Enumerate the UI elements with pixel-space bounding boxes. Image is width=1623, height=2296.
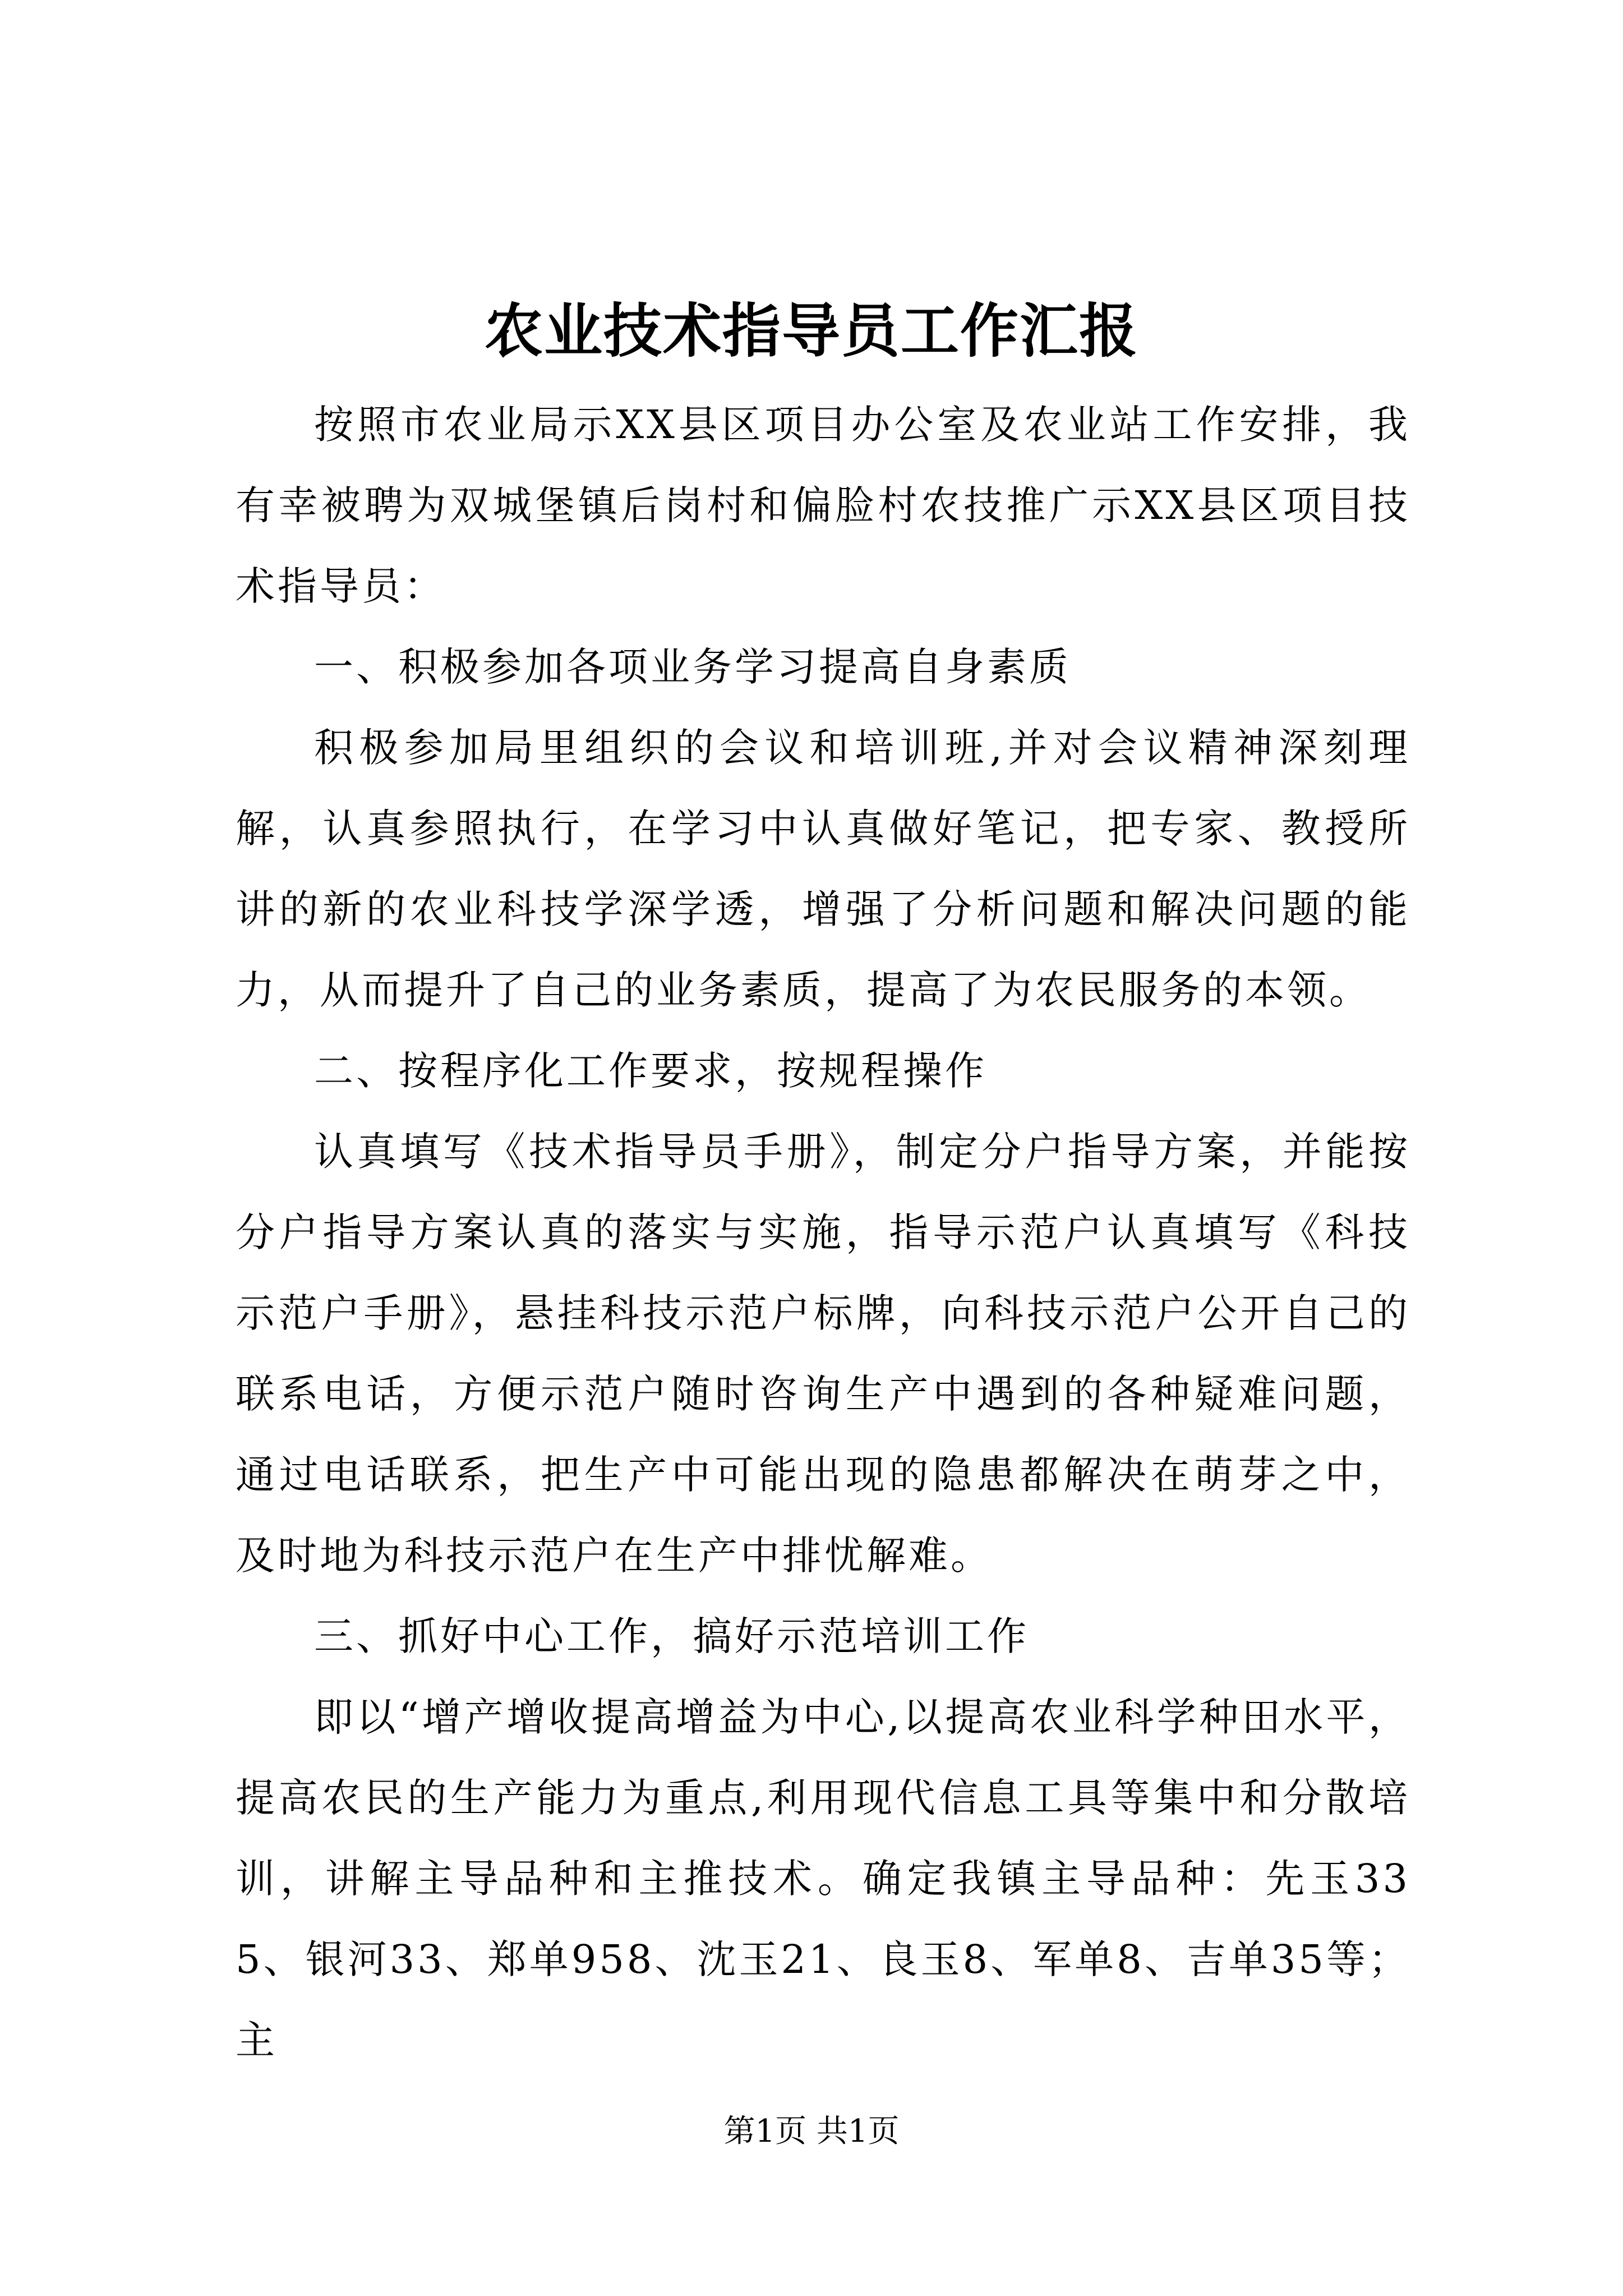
section-1-paragraph: 积极参加局里组织的会议和培训班,并对会议精神深刻理解，认真参照执行，在学习中认真做好笔记，把专家、教授所讲的新的农业科技学深学透，增强了分析问题和解决问题的能力，从而提升了自己的业务素质，提高了为农民服务的本领。 xyxy=(236,725,1410,1013)
page-number: 第1页 共1页 xyxy=(723,2113,900,2150)
document-body xyxy=(236,384,1410,2081)
section-heading-2: 二、按程序化工作要求，按规程操作 xyxy=(314,1048,987,1094)
section-heading-3: 三、抓好中心工作，搞好示范培训工作 xyxy=(314,1613,1029,1659)
document-title: 农业技术指导员工作汇报 xyxy=(484,296,1138,365)
intro-paragraph: 按照市农业局示XX县区项目办公室及农业站工作安排，我有幸被聘为双城堡镇后岗村和偏脸村农技推广示XX县区项目技术指导员： xyxy=(236,402,1410,609)
section-heading-1: 一、积极参加各项业务学习提高自身素质 xyxy=(314,644,1071,690)
section-3-paragraph: 即以“增产增收提高增益为中心,以提高农业科学种田水平，提高农民的生产能力为重点,利用现代信息工具等集中和分散培训，讲解主导品种和主推技术。确定我镇主导品种：先玉335、银河33、郑单958、沈玉21、良玉8、军单8、吉单35等；主 xyxy=(236,1694,1410,2063)
section-2-paragraph: 认真填写《技术指导员手册》，制定分户指导方案，并能按分户指导方案认真的落实与实施，指导示范户认真填写《科技示范户手册》，悬挂科技示范户标牌，向科技示范户公开自己的联系电话，方便示范户随时咨询生产中遇到的各种疑难问题，通过电话联系，把生产中可能出现的隐患都解决在萌芽之中，及时地为科技示范户在生产中排忧解难。 xyxy=(236,1129,1410,1579)
page-footer xyxy=(0,2109,1623,2154)
